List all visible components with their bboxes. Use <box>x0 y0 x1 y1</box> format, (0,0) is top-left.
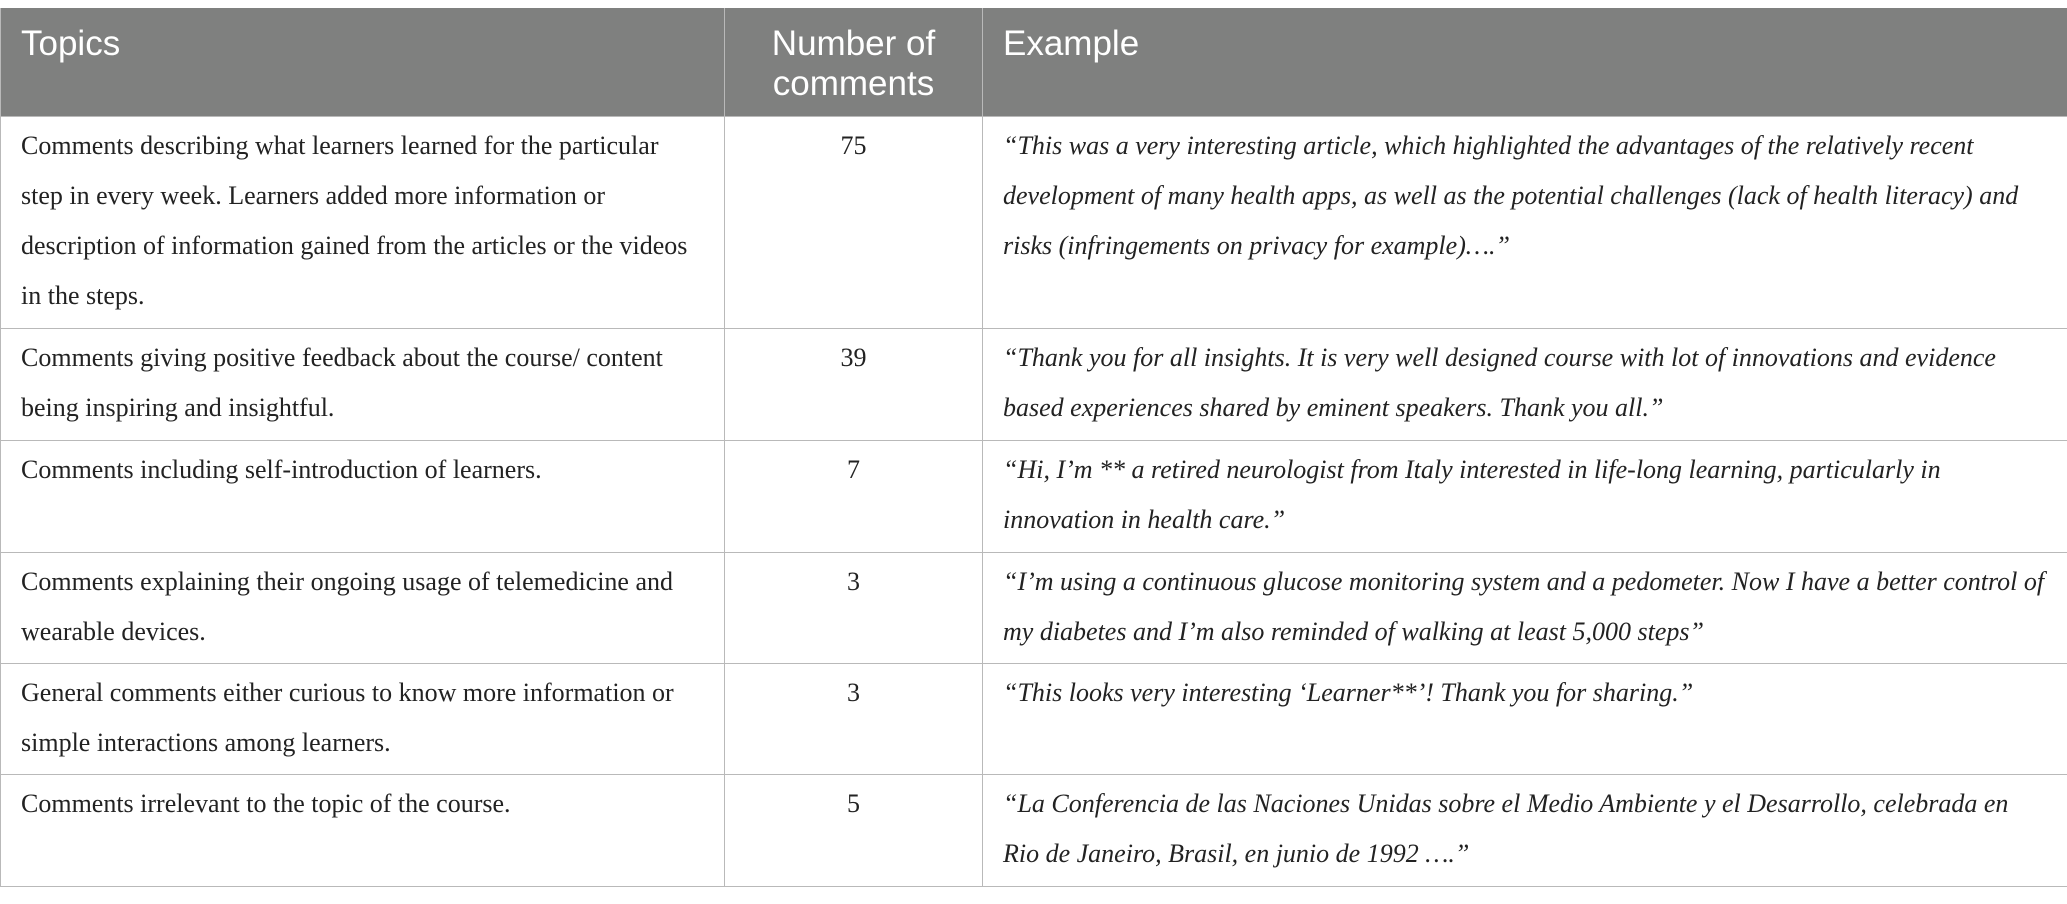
example-cell: “I’m using a continuous glucose monitoring system and a pedometer. Now I have a better control of my diabetes and I’m also reminded of walking at least 5,000 steps” <box>983 553 2067 664</box>
table-header <box>1 8 2067 117</box>
topic-cell: General comments either curious to know more information or simple interactions among learners. <box>1 664 725 775</box>
count-cell: 3 <box>725 553 983 664</box>
table-row <box>1 117 2067 329</box>
header-number-of-comments: Number of comments <box>725 8 983 117</box>
table-row <box>1 775 2067 887</box>
header-topics: Topics <box>1 8 725 117</box>
topic-cell: Comments including self-introduction of learners. <box>1 441 725 553</box>
table-body <box>1 117 2067 887</box>
table-row <box>1 441 2067 553</box>
topic-cell: Comments describing what learners learned for the particular step in every week. Learners added more information or description of information gained from the articles or the videos in the steps. <box>1 117 725 329</box>
count-cell: 5 <box>725 775 983 887</box>
example-cell: “This looks very interesting ‘Learner**’! Thank you for sharing.” <box>983 664 2067 775</box>
table-row <box>1 553 2067 664</box>
count-cell: 7 <box>725 441 983 553</box>
count-cell: 39 <box>725 329 983 441</box>
header-example: Example <box>983 8 2067 117</box>
count-cell: 75 <box>725 117 983 329</box>
count-cell: 3 <box>725 664 983 775</box>
header-row <box>1 8 2067 117</box>
topic-cell: Comments giving positive feedback about the course/ content being inspiring and insightful. <box>1 329 725 441</box>
comments-topics-table <box>0 8 2067 887</box>
topic-cell: Comments irrelevant to the topic of the course. <box>1 775 725 887</box>
example-cell: “Hi, I’m ** a retired neurologist from Italy interested in life-long learning, particularly in innovation in health care.” <box>983 441 2067 553</box>
example-cell: “La Conferencia de las Naciones Unidas sobre el Medio Ambiente y el Desarrollo, celebrada en Rio de Janeiro, Brasil, en junio de 1992 ….” <box>983 775 2067 887</box>
topic-cell: Comments explaining their ongoing usage of telemedicine and wearable devices. <box>1 553 725 664</box>
table-row <box>1 664 2067 775</box>
example-cell: “Thank you for all insights. It is very well designed course with lot of innovations and evidence based experiences shared by eminent speakers. Thank you all.” <box>983 329 2067 441</box>
comments-table-container <box>0 8 2067 887</box>
table-row <box>1 329 2067 441</box>
example-cell: “This was a very interesting article, which highlighted the advantages of the relatively recent development of many health apps, as well as the potential challenges (lack of health literacy) and risks (infringements on privacy for example)….” <box>983 117 2067 329</box>
